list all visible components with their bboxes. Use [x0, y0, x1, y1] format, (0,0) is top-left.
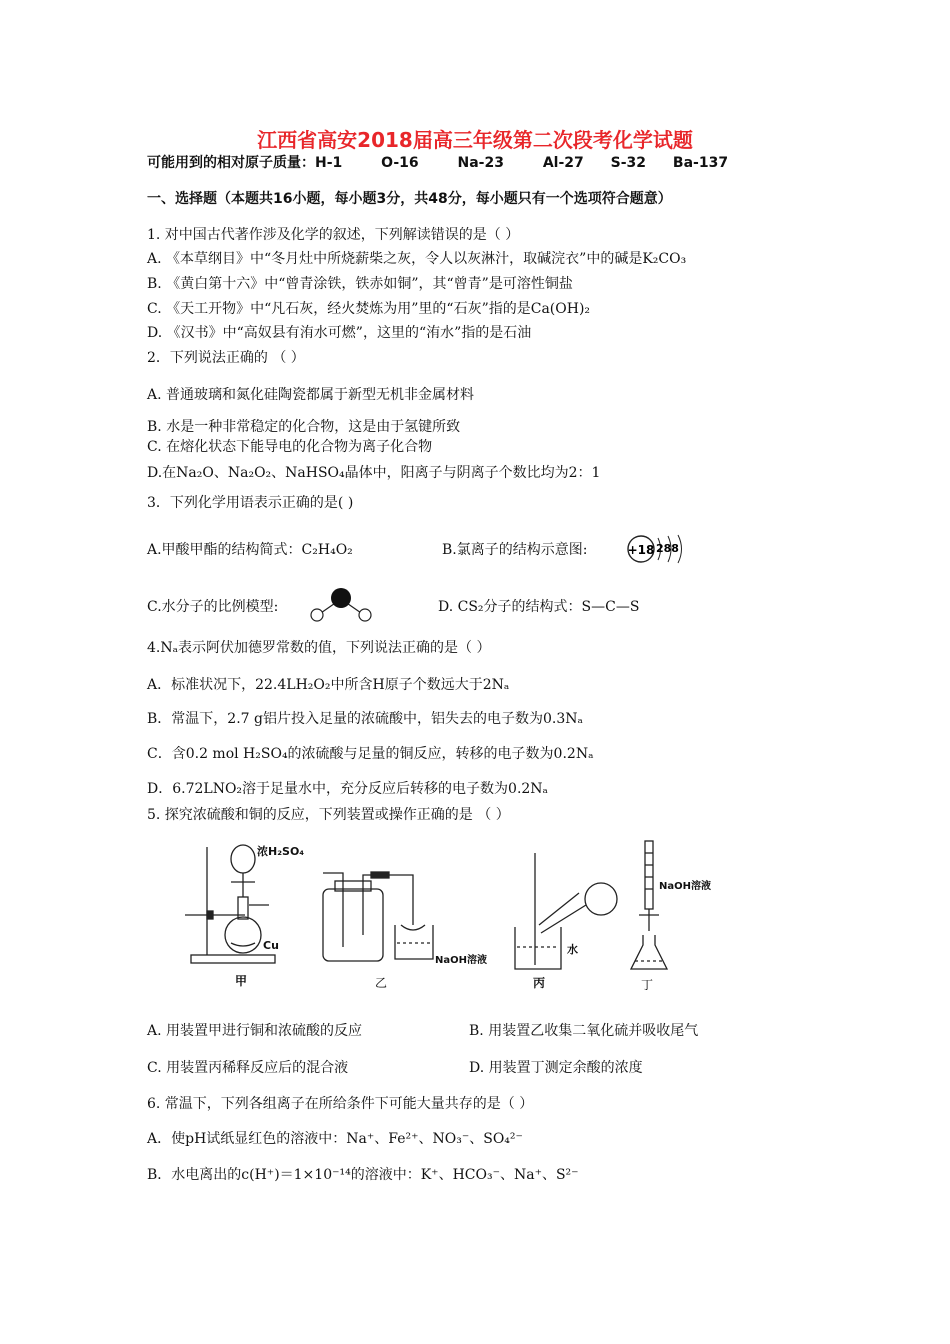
- q5-option-c: C. 用装置丙稀释反应后的混合液: [147, 1060, 349, 1076]
- label-conc-acid: 浓H₂SO₄: [257, 845, 305, 858]
- q5-option-d: D. 用装置丁测定余酸的浓度: [469, 1060, 643, 1076]
- mass-o: O-16: [381, 155, 419, 171]
- label-cu: Cu: [263, 939, 279, 952]
- q5-stem: 5. 探究浓硫酸和铜的反应，下列装置或操作正确的是 （ ）: [147, 807, 510, 823]
- q3-option-a: A.甲酸甲酯的结构简式：C₂H₄O₂: [147, 542, 353, 558]
- mass-h: H-1: [315, 155, 343, 171]
- q4-stem: 4.Nₐ表示阿伏加德罗常数的值，下列说法正确的是（ ）: [147, 640, 491, 656]
- label-bing: 丙: [533, 976, 546, 990]
- water-space-filling-model: [308, 585, 376, 625]
- mass-na: Na-23: [457, 155, 504, 171]
- label-jia: 甲: [235, 974, 248, 988]
- q6-stem: 6. 常温下，下列各组离子在所给条件下可能大量共存的是（ ）: [147, 1096, 534, 1112]
- mass-al: Al-27: [542, 155, 584, 171]
- mass-s: S-32: [610, 155, 647, 171]
- q5-option-b: B. 用装置乙收集二氧化硫并吸收尾气: [469, 1023, 699, 1039]
- ion-nucleus-charge: +18: [627, 543, 655, 557]
- ion-shell-electrons: 288: [656, 542, 679, 555]
- q4-option-d: D．6.72LNO₂溶于足量水中，充分反应后转移的电子数为0.2Nₐ: [147, 781, 548, 797]
- q2-stem: 2．下列说法正确的 （ ）: [147, 350, 305, 366]
- label-ding: 丁: [641, 978, 654, 992]
- q2-option-a: A. 普通玻璃和氮化硅陶瓷都属于新型无机非金属材料: [147, 387, 475, 403]
- mass-ba: Ba-137: [672, 155, 729, 171]
- q3-option-b: B.氯离子的结构示意图:: [442, 542, 588, 558]
- apparatus-figure: [183, 835, 763, 995]
- exam-title: 江西省高安2018届高三年级第二次段考化学试题: [257, 128, 693, 152]
- q2-option-b: B. 水是一种非常稳定的化合物，这是由于氢键所致: [147, 419, 461, 435]
- q1-option-a: A. 《本草纲目》中“冬月灶中所烧薪柴之灰，令人以灰淋汁，取碱浣衣”中的碱是K₂CO₃: [147, 251, 687, 267]
- label-water: 水: [567, 943, 578, 956]
- q2-option-d: D.在Na₂O、Na₂O₂、NaHSO₄晶体中，阳离子与阴离子个数比均为2：1: [147, 465, 601, 481]
- q1-option-b: B. 《黄白第十六》中“曾青涂铁，铁赤如铜”，其“曾青”是可溶性铜盐: [147, 276, 573, 292]
- q4-option-c: C．含0.2 mol H₂SO₄的浓硫酸与足量的铜反应，转移的电子数为0.2Nₐ: [147, 746, 594, 762]
- q3-stem: 3．下列化学用语表示正确的是( ): [147, 495, 354, 511]
- q2-option-c: C. 在熔化状态下能导电的化合物为离子化合物: [147, 439, 433, 455]
- chloride-ion-diagram: [626, 532, 690, 566]
- q1-option-c: C. 《天工开物》中“凡石灰，经火焚炼为用”里的“石灰”指的是Ca(OH)₂: [147, 301, 591, 317]
- q3-option-d: D. CS₂分子的结构式：S—C—S: [438, 599, 640, 615]
- atomic-mass-label: 可能用到的相对原子质量：: [147, 155, 315, 171]
- q4-option-a: A．标准状况下，22.4LH₂O₂中所含H原子个数远大于2Nₐ: [147, 677, 510, 693]
- q5-option-a: A. 用装置甲进行铜和浓硫酸的反应: [147, 1023, 363, 1039]
- q3-option-c: C.水分子的比例模型:: [147, 599, 279, 615]
- label-naoh-ding: NaOH溶液: [659, 881, 711, 892]
- q6-option-a: A．使pH试纸显红色的溶液中：Na⁺、Fe²⁺、NO₃⁻、SO₄²⁻: [147, 1131, 523, 1147]
- section-heading: 一、选择题（本题共16小题，每小题3分，共48分，每小题只有一个选项符合题意）: [147, 191, 672, 207]
- atomic-mass-line: [147, 154, 728, 172]
- q6-option-b: B．水电离出的c(H⁺)＝1×10⁻¹⁴的溶液中：K⁺、HCO₃⁻、Na⁺、S²⁻: [147, 1167, 579, 1183]
- label-naoh-yi: NaOH溶液: [435, 955, 487, 966]
- q4-option-b: B．常温下，2.7 g铝片投入足量的浓硫酸中，铝失去的电子数为0.3Nₐ: [147, 711, 583, 727]
- q1-option-d: D. 《汉书》中“高奴县有洧水可燃”，这里的“洧水”指的是石油: [147, 325, 532, 341]
- label-yi: 乙: [375, 976, 388, 990]
- q1-stem: 1. 对中国古代著作涉及化学的叙述，下列解读错误的是（ ）: [147, 227, 520, 243]
